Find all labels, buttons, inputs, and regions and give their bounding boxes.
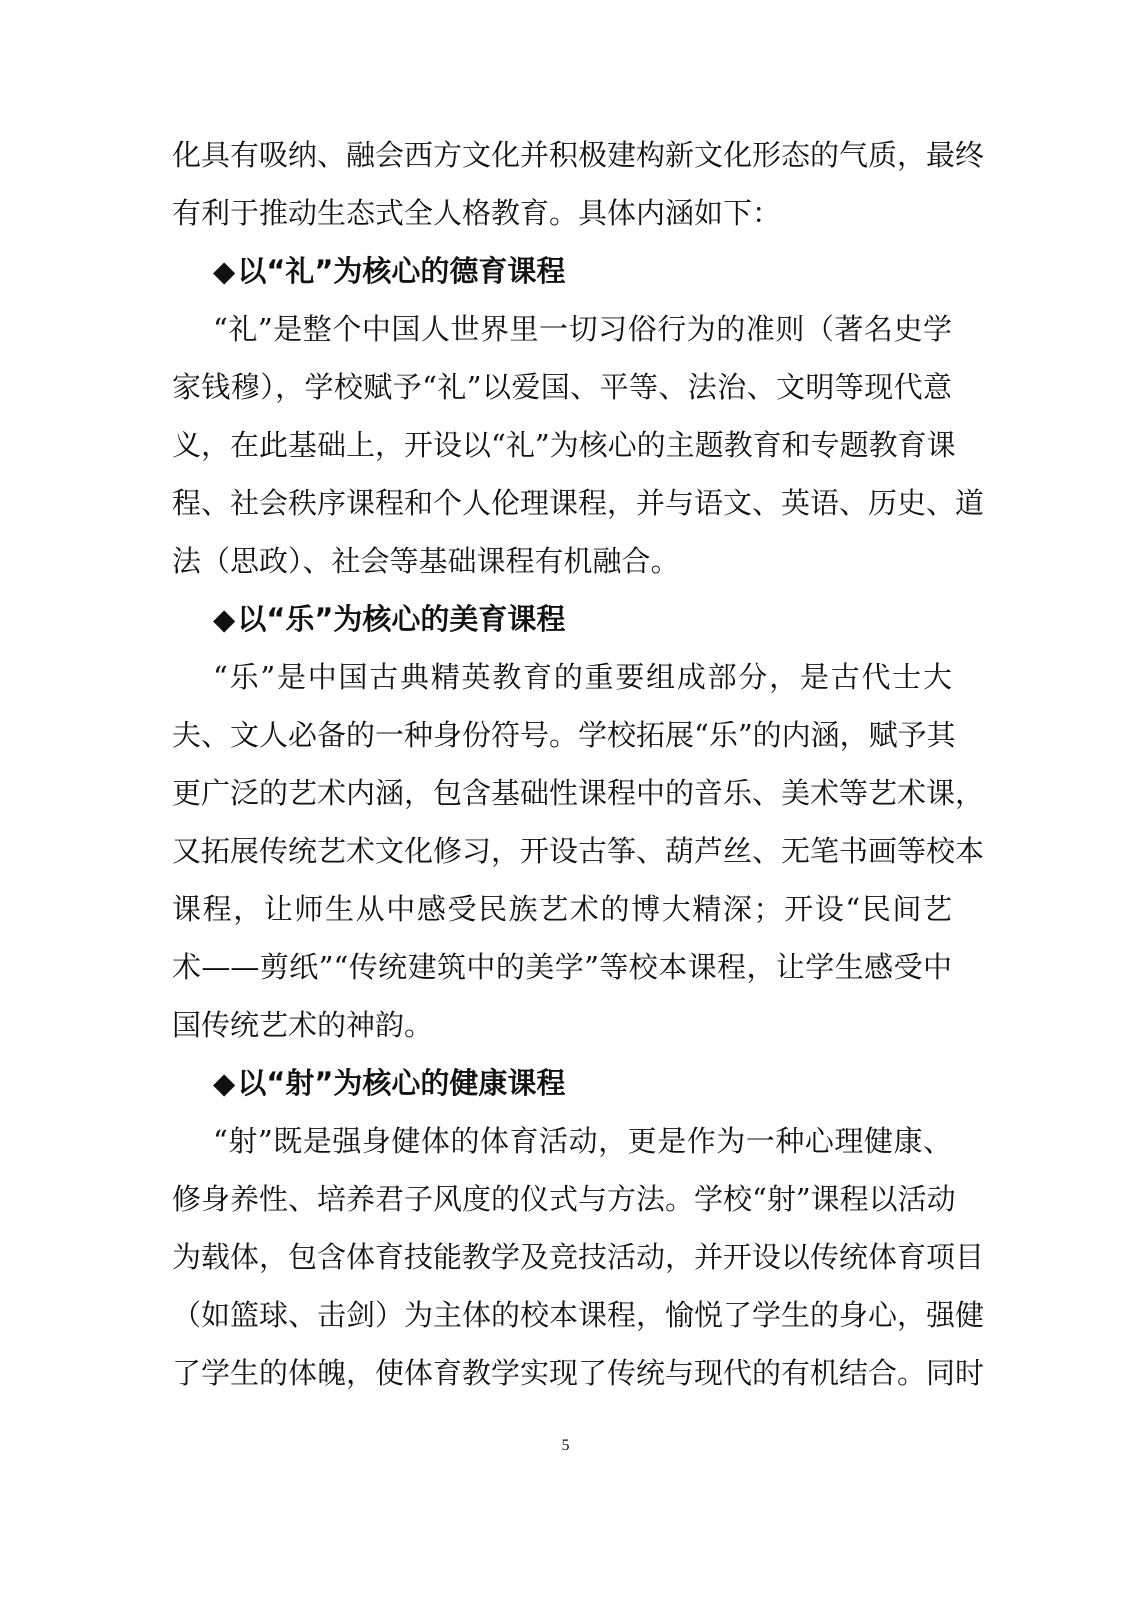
- paragraph-line: 术——剪纸”“传统建筑中的美学”等校本课程，让学生感受中: [172, 950, 952, 984]
- paragraph-line: “乐”是中国古典精英教育的重要组成部分，是古代士大: [213, 660, 952, 694]
- section-heading-she: [213, 1054, 565, 1112]
- diamond-bullet-icon: ◆: [213, 602, 236, 636]
- paragraph-line: 家钱穆），学校赋予“礼”以爱国、平等、法治、文明等现代意: [172, 370, 952, 404]
- section-heading-text: 以“礼”为核心的德育课程: [237, 254, 566, 288]
- paragraph-line: 修身养性、培养君子风度的仪式与方法。学校“射”课程以活动: [172, 1182, 956, 1216]
- section-heading-yue: [213, 590, 565, 648]
- intro-line-2: 有利于推动生态式全人格教育。具体内涵如下：: [172, 196, 782, 230]
- paragraph-line: 国传统艺术的神韵。: [172, 1008, 434, 1042]
- section-heading-text: 以“射”为核心的健康课程: [237, 1066, 566, 1100]
- diamond-bullet-icon: ◆: [213, 1066, 236, 1100]
- paragraph-line: 课程，让师生从中感受民族艺术的博大精深；开设“民间艺: [172, 892, 952, 926]
- paragraph-line: 了学生的体魄，使体育教学实现了传统与现代的有机结合。同时: [172, 1356, 985, 1390]
- section-heading-li: [213, 242, 565, 300]
- paragraph-line: （如篮球、击剑）为主体的校本课程，愉悦了学生的身心，强健: [172, 1298, 985, 1332]
- page-number: 5: [561, 1437, 570, 1454]
- paragraph-line: 法（思政）、社会等基础课程有机融合。: [172, 544, 680, 578]
- paragraph-line: 为载体，包含体育技能教学及竞技活动，并开设以传统体育项目: [172, 1240, 985, 1274]
- paragraph-line: 义，在此基础上，开设以“礼”为核心的主题教育和专题教育课: [172, 428, 956, 462]
- paragraph-line: “射”既是强身健体的体育活动，更是作为一种心理健康、: [213, 1124, 952, 1158]
- section-heading-text: 以“乐”为核心的美育课程: [237, 602, 566, 636]
- paragraph-line: 程、社会秩序课程和个人伦理课程，并与语文、英语、历史、道: [172, 486, 985, 520]
- paragraph-line: “礼”是整个中国人世界里一切习俗行为的准则（著名史学: [213, 312, 952, 346]
- paragraph-line: 又拓展传统艺术文化修习，开设古筝、葫芦丝、无笔书画等校本: [172, 834, 985, 868]
- intro-line-1: 化具有吸纳、融会西方文化并积极建构新文化形态的气质，最终: [172, 138, 985, 172]
- paragraph-line: 夫、文人必备的一种身份符号。学校拓展“乐”的内涵，赋予其: [172, 718, 956, 752]
- paragraph-line: 更广泛的艺术内涵，包含基础性课程中的音乐、美术等艺术课，: [172, 776, 985, 810]
- diamond-bullet-icon: ◆: [213, 254, 236, 288]
